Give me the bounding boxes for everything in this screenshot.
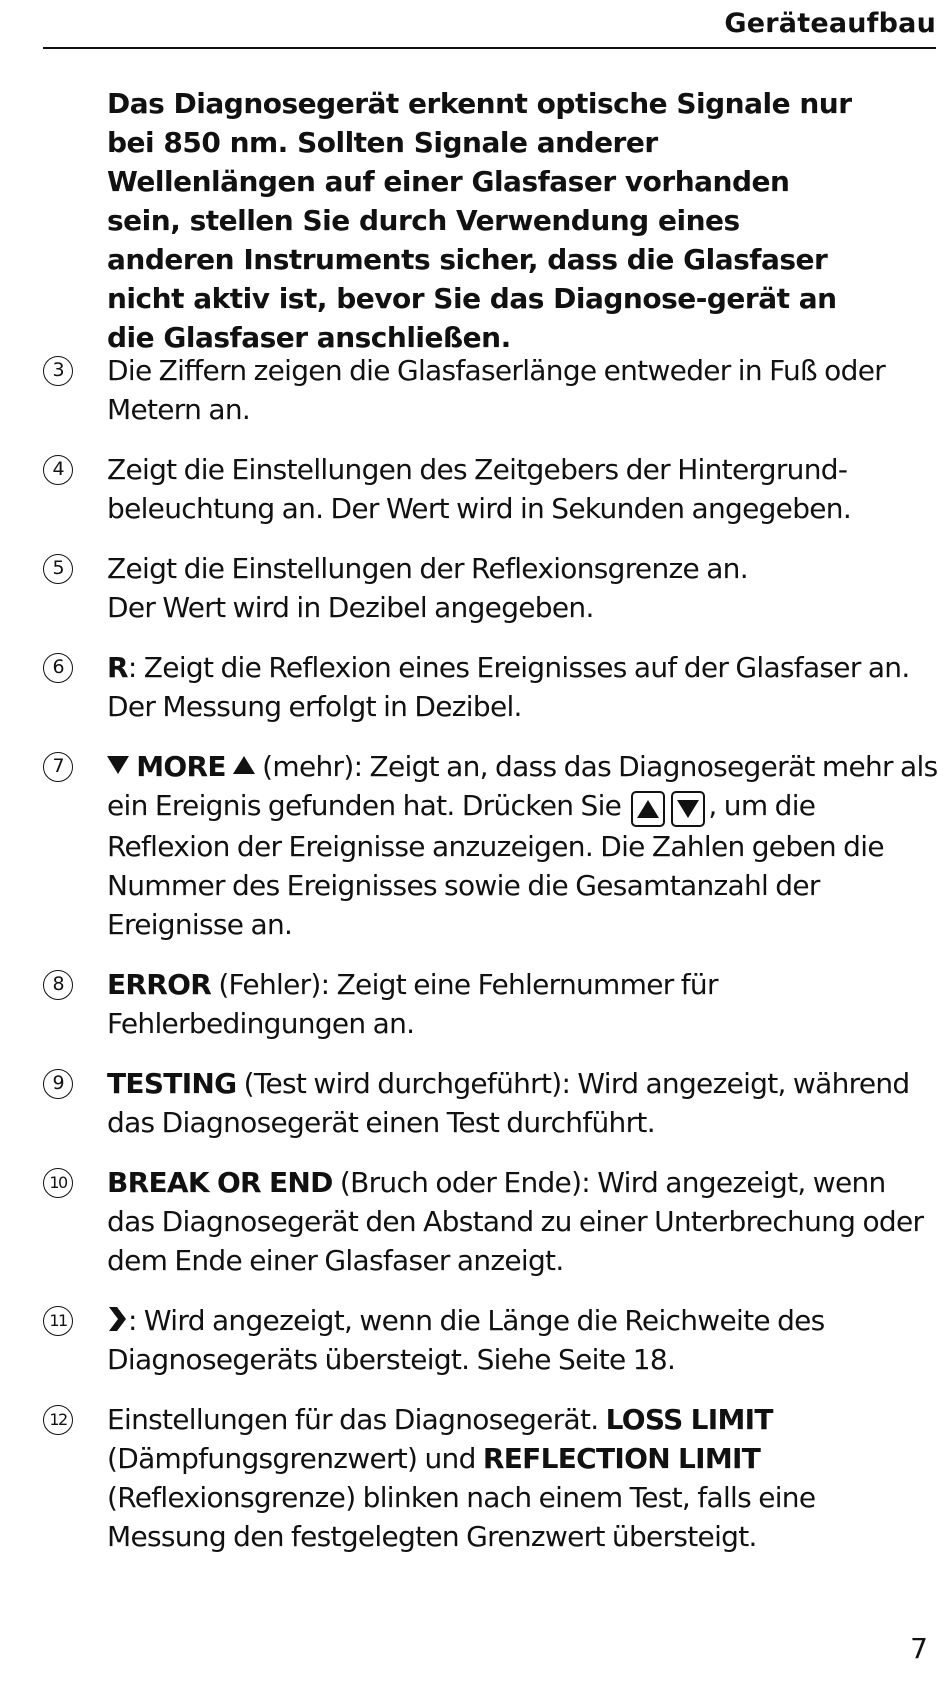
item-text-line-1: Zeigt die Einstellungen der Reflexionsgrenze an. [107,552,748,585]
callout-number: 8 [43,970,73,1000]
item-text [107,549,940,627]
display-label-reflection-limit: REFLECTION LIMIT [482,1442,761,1475]
display-label-r: R [107,651,128,684]
up-key-icon [631,791,665,827]
item-description: : Wird angezeigt, wenn die Länge die Reichweite des Diagnosegeräts übersteigt. Siehe Seite 18. [107,1304,825,1376]
display-label-more: MORE [136,750,226,783]
list-item-7 [0,747,950,944]
list-item-5 [0,549,950,627]
display-label-loss-limit: LOSS LIMIT [605,1403,773,1436]
item-text [107,1064,940,1142]
item-description-cont: (Dämpfungsgrenzwert) und [107,1442,483,1475]
down-arrow-icon [677,800,699,818]
legend-list [0,351,950,1577]
page-number: 7 [910,1632,928,1665]
item-text: Die Ziffern zeigen die Glasfaserlänge entweder in Fuß oder Metern an. [107,354,886,426]
callout-number: 6 [43,653,73,683]
chevron-right-icon [107,1306,127,1332]
list-item-12 [0,1400,950,1556]
item-text [107,747,940,944]
up-triangle-icon [233,756,255,774]
item-text [107,1163,940,1280]
item-description: (Fehler): Zeigt eine Fehlernummer für Fehlerbedingungen an. [107,968,718,1040]
header-rule [43,47,936,49]
callout-number: 11 [43,1306,73,1336]
item-text-line-2: Der Wert wird in Dezibel angegeben. [107,591,594,624]
callout-number: 10 [43,1168,73,1198]
callout-number: 4 [43,455,73,485]
callout-number: 3 [43,356,73,386]
display-label-break-or-end: BREAK OR END [107,1166,333,1199]
callout-number: 12 [43,1405,73,1435]
item-description: (mehr): Zeigt an, dass das Diagnosegerät mehr als ein Ereignis gefunden hat. Drücken Sie [107,750,938,822]
callout-number: 9 [43,1069,73,1099]
item-text [107,1400,940,1556]
list-item-10 [0,1163,950,1280]
list-item-3 [0,351,950,429]
item-description: : Zeigt die Reflexion eines Ereignisses auf der Glasfaser an. Der Messung erfolgt in Dezibel. [107,651,910,723]
list-item-9 [0,1064,950,1142]
item-description-end: (Reflexionsgrenze) blinken nach einem Test, falls eine Messung den festgelegten Grenzwert übersteigt. [107,1481,816,1553]
header-title: Geräteaufbau [724,8,936,39]
list-item-6 [0,648,950,726]
list-item-8 [0,965,950,1043]
item-text [107,965,940,1043]
up-arrow-icon [637,800,659,818]
item-description-cont: , um die Reflexion der Ereignisse anzuzeigen. Die Zahlen geben die Nummer des Ereignisses sowie die Gesamtanzahl der Ereignisse an. [107,789,884,941]
display-label-error: ERROR [107,968,212,1001]
callout-number: 7 [43,752,73,782]
item-text [107,1301,940,1379]
list-item-4 [0,450,950,528]
down-triangle-icon [107,756,129,774]
item-text: Zeigt die Einstellungen des Zeitgebers der Hintergrundbeleuchtung an. Der Wert wird in Sekunden angegeben. [107,453,852,525]
item-description: Einstellungen für das Diagnosegerät. [107,1403,606,1436]
item-description: (Bruch oder Ende): Wird angezeigt, wenn das Diagnosegerät den Abstand zu einer Unterbrechung oder dem Ende einer Glasfaser anzeigt. [107,1166,924,1277]
warning-note: Das Diagnosegerät erkennt optische Signale nur bei 850 nm. Sollten Signale anderer Wellenlängen auf einer Glasfaser vorhanden sein, stellen Sie durch Verwendung eines anderen Instruments sicher, dass die Glasfaser nicht aktiv ist, bevor Sie das Diagnose-gerät an die Glasfaser anschließen. [107,87,852,354]
item-description: (Test wird durchgeführt): Wird angezeigt, während das Diagnosegerät einen Test durchführt. [107,1067,910,1139]
list-item-11 [0,1301,950,1379]
callout-number: 5 [43,554,73,584]
down-key-icon [671,791,705,827]
display-label-testing: TESTING [107,1067,237,1100]
item-text [107,648,940,726]
